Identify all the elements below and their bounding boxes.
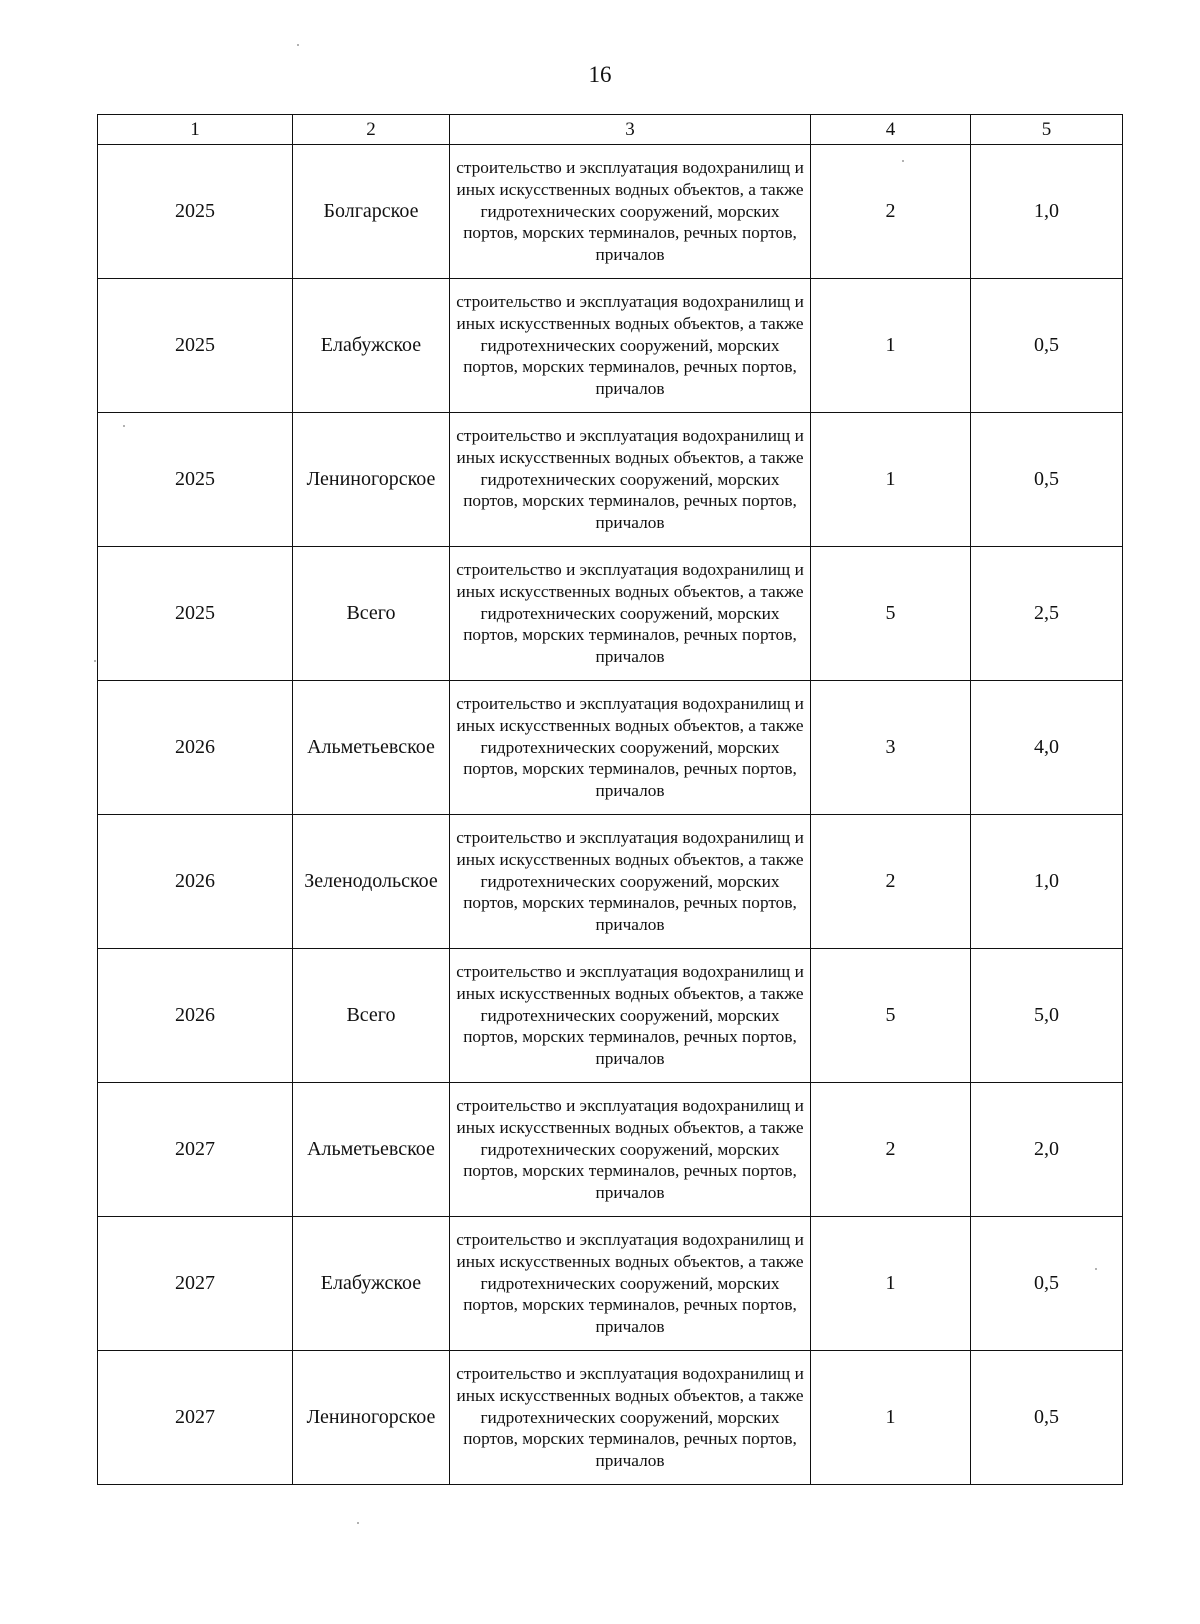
table-row bbox=[98, 547, 1123, 681]
year-cell: 2027 bbox=[98, 1351, 293, 1485]
year-cell: 2025 bbox=[98, 145, 293, 279]
district-cell: Елабужское bbox=[293, 1217, 450, 1351]
count-cell: 2 bbox=[811, 145, 971, 279]
year-cell: 2026 bbox=[98, 815, 293, 949]
table-body bbox=[98, 145, 1123, 1485]
count-cell: 1 bbox=[811, 413, 971, 547]
count-cell: 5 bbox=[811, 547, 971, 681]
district-cell: Лениногорское bbox=[293, 1351, 450, 1485]
year-cell: 2026 bbox=[98, 949, 293, 1083]
table-row bbox=[98, 145, 1123, 279]
scan-speck bbox=[902, 160, 904, 162]
value-cell: 0,5 bbox=[971, 1351, 1123, 1485]
column-header: 3 bbox=[450, 115, 811, 145]
header-row bbox=[98, 115, 1123, 145]
scan-speck bbox=[297, 44, 299, 46]
table-header bbox=[98, 115, 1123, 145]
year-cell: 2025 bbox=[98, 413, 293, 547]
value-cell: 0,5 bbox=[971, 413, 1123, 547]
column-header: 5 bbox=[971, 115, 1123, 145]
table-row bbox=[98, 949, 1123, 1083]
value-cell: 0,5 bbox=[971, 279, 1123, 413]
district-cell: Всего bbox=[293, 949, 450, 1083]
value-cell: 5,0 bbox=[971, 949, 1123, 1083]
count-cell: 2 bbox=[811, 1083, 971, 1217]
scan-speck bbox=[357, 1522, 359, 1524]
description-cell: строительство и эксплуатация водохранилищ и иных искусственных водных объектов, а также гидротехнических сооружений, морских портов, морских терминалов, речных портов, причалов bbox=[450, 1083, 811, 1217]
value-cell: 0,5 bbox=[971, 1217, 1123, 1351]
column-header: 4 bbox=[811, 115, 971, 145]
value-cell: 4,0 bbox=[971, 681, 1123, 815]
table-row bbox=[98, 279, 1123, 413]
year-cell: 2025 bbox=[98, 279, 293, 413]
scan-speck bbox=[94, 660, 96, 662]
district-cell: Болгарское bbox=[293, 145, 450, 279]
value-cell: 2,0 bbox=[971, 1083, 1123, 1217]
description-cell: строительство и эксплуатация водохранилищ и иных искусственных водных объектов, а также гидротехнических сооружений, морских портов, морских терминалов, речных портов, причалов bbox=[450, 279, 811, 413]
district-cell: Всего bbox=[293, 547, 450, 681]
table-row bbox=[98, 413, 1123, 547]
district-cell: Альметьевское bbox=[293, 681, 450, 815]
description-cell: строительство и эксплуатация водохранилищ и иных искусственных водных объектов, а также гидротехнических сооружений, морских портов, морских терминалов, речных портов, причалов bbox=[450, 413, 811, 547]
count-cell: 1 bbox=[811, 279, 971, 413]
description-cell: строительство и эксплуатация водохранилищ и иных искусственных водных объектов, а также гидротехнических сооружений, морских портов, морских терминалов, речных портов, причалов bbox=[450, 681, 811, 815]
column-header: 1 bbox=[98, 115, 293, 145]
district-cell: Елабужское bbox=[293, 279, 450, 413]
data-table bbox=[97, 114, 1123, 1485]
year-cell: 2026 bbox=[98, 681, 293, 815]
table-row bbox=[98, 1217, 1123, 1351]
description-cell: строительство и эксплуатация водохранилищ и иных искусственных водных объектов, а также гидротехнических сооружений, морских портов, морских терминалов, речных портов, причалов bbox=[450, 145, 811, 279]
count-cell: 2 bbox=[811, 815, 971, 949]
value-cell: 1,0 bbox=[971, 145, 1123, 279]
table-row bbox=[98, 1083, 1123, 1217]
description-cell: строительство и эксплуатация водохранилищ и иных искусственных водных объектов, а также гидротехнических сооружений, морских портов, морских терминалов, речных портов, причалов bbox=[450, 815, 811, 949]
column-header: 2 bbox=[293, 115, 450, 145]
year-cell: 2027 bbox=[98, 1217, 293, 1351]
value-cell: 1,0 bbox=[971, 815, 1123, 949]
description-cell: строительство и эксплуатация водохранилищ и иных искусственных водных объектов, а также гидротехнических сооружений, морских портов, морских терминалов, речных портов, причалов bbox=[450, 949, 811, 1083]
count-cell: 1 bbox=[811, 1351, 971, 1485]
year-cell: 2025 bbox=[98, 547, 293, 681]
scan-speck bbox=[123, 425, 125, 427]
table-row bbox=[98, 681, 1123, 815]
district-cell: Альметьевское bbox=[293, 1083, 450, 1217]
page-number: 16 bbox=[588, 62, 612, 87]
table-row bbox=[98, 815, 1123, 949]
district-cell: Лениногорское bbox=[293, 413, 450, 547]
scan-speck bbox=[1095, 1268, 1097, 1270]
count-cell: 5 bbox=[811, 949, 971, 1083]
count-cell: 1 bbox=[811, 1217, 971, 1351]
description-cell: строительство и эксплуатация водохранилищ и иных искусственных водных объектов, а также гидротехнических сооружений, морских портов, морских терминалов, речных портов, причалов bbox=[450, 547, 811, 681]
year-cell: 2027 bbox=[98, 1083, 293, 1217]
district-cell: Зеленодольское bbox=[293, 815, 450, 949]
value-cell: 2,5 bbox=[971, 547, 1123, 681]
table-row bbox=[98, 1351, 1123, 1485]
count-cell: 3 bbox=[811, 681, 971, 815]
description-cell: строительство и эксплуатация водохранилищ и иных искусственных водных объектов, а также гидротехнических сооружений, морских портов, морских терминалов, речных портов, причалов bbox=[450, 1351, 811, 1485]
description-cell: строительство и эксплуатация водохранилищ и иных искусственных водных объектов, а также гидротехнических сооружений, морских портов, морских терминалов, речных портов, причалов bbox=[450, 1217, 811, 1351]
